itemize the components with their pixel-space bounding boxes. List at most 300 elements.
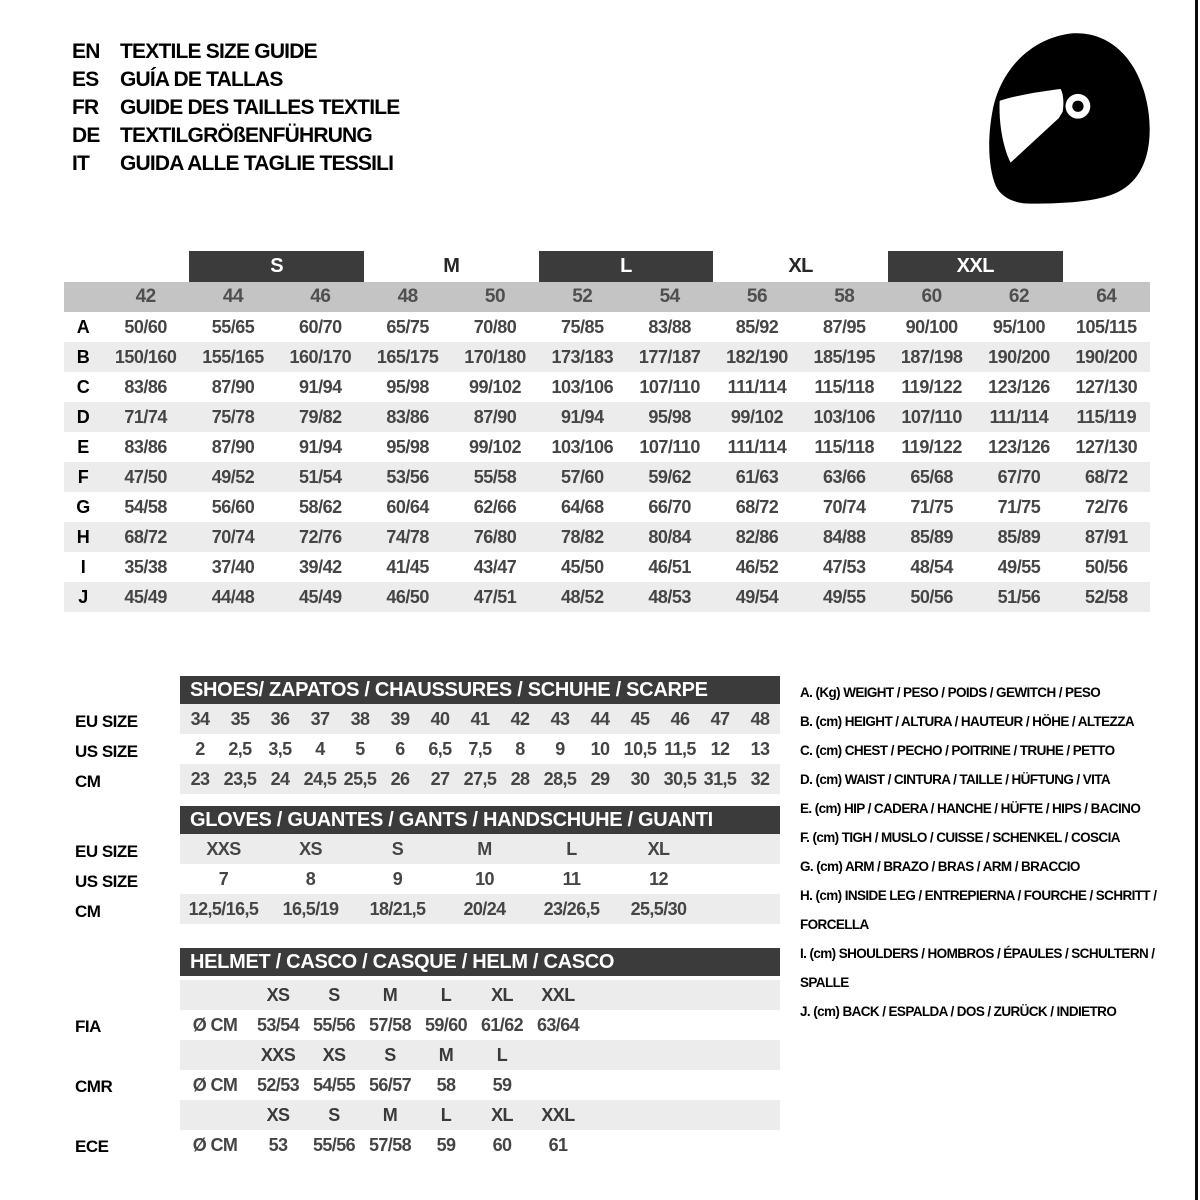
glove-eu-size: XL (615, 834, 702, 864)
language-code: DE (72, 124, 100, 147)
textile-cell: 99/102 (468, 436, 521, 457)
textile-cell: 182/190 (713, 342, 800, 372)
shoe-us-size: 9 (555, 738, 565, 759)
number-header: 48 (364, 282, 451, 312)
size-band-xl: XL (788, 255, 813, 277)
helmet-title-bar (180, 948, 780, 976)
ece-label: ECE (75, 1137, 109, 1156)
sub-table-grid (180, 834, 780, 924)
shoes-title-bar (180, 676, 780, 704)
row-letter: G (76, 496, 90, 517)
helmet-cm-value: 55/56 (312, 1134, 356, 1155)
textile-cell: 85/89 (888, 522, 975, 552)
glove-us-size: 8 (305, 868, 316, 889)
shoes-eu-size-label: EU SIZE (75, 712, 138, 731)
textile-cell: 66/70 (648, 496, 691, 517)
shoe-cm: 31,5 (700, 764, 740, 794)
textile-cell: 46/51 (648, 556, 691, 577)
textile-cell: 103/106 (551, 436, 614, 457)
textile-cell: 70/74 (823, 496, 866, 517)
textile-cell: 45/50 (561, 556, 604, 577)
size-band-spacer (1063, 251, 1150, 282)
legend-item: I. (cm) SHOULDERS / HOMBROS / ÉPAULES / SCHULTERN / SPALLE (800, 946, 1155, 990)
textile-cell: 155/165 (189, 342, 276, 372)
textile-cell: 80/84 (626, 522, 713, 552)
textile-row (64, 342, 1150, 372)
shoe-cm: 27,5 (460, 764, 500, 794)
glove-us-size: 9 (392, 868, 403, 889)
textile-cell: 85/92 (735, 316, 779, 337)
helmet-cm-value: 56/57 (368, 1074, 412, 1095)
textile-cell: 68/72 (102, 522, 189, 552)
filler-cell (586, 1040, 780, 1070)
textile-cell: 127/130 (1075, 376, 1138, 397)
row-letter: H (64, 522, 102, 552)
textile-cell: 72/76 (277, 522, 364, 552)
racing-helmet-icon (972, 28, 1162, 210)
helmet-size-header: S (306, 1100, 362, 1130)
helmet-size-header: XXL (530, 980, 586, 1010)
textile-cell: 127/130 (1075, 436, 1138, 457)
number-header: 64 (1063, 282, 1150, 312)
helmet-table (180, 980, 780, 1160)
gloves-title: GLOVES / GUANTES / GANTS / HANDSCHUHE / GUANTI (190, 809, 713, 831)
textile-cell: 95/100 (992, 316, 1045, 337)
glove-cm: 12,5/16,5 (180, 894, 267, 924)
shoe-us-size: 6,5 (428, 738, 452, 759)
helmet-size-header: XL (474, 980, 530, 1010)
language-label: GUIDA ALLE TAGLIE TESSILI (120, 152, 394, 175)
helmet-size-header (530, 1040, 586, 1070)
shoe-cm: 23,5 (220, 764, 260, 794)
textile-cell: 91/94 (299, 436, 342, 457)
diameter-label: Ø CM (192, 1074, 238, 1095)
glove-us-size: 10 (475, 868, 494, 889)
textile-cell: 95/98 (626, 402, 713, 432)
shoe-cm: 25,5 (340, 764, 380, 794)
shoe-us-size: 7,5 (468, 738, 492, 759)
textile-cell: 83/86 (124, 376, 167, 397)
textile-cell: 190/200 (975, 342, 1062, 372)
textile-cell: 68/72 (1063, 462, 1150, 492)
textile-cell: 115/119 (1063, 402, 1150, 432)
textile-cell: 107/110 (888, 402, 975, 432)
helmet-size-header: L (474, 1040, 530, 1070)
shoe-us-size: 3,5 (268, 738, 292, 759)
textile-cell: 70/74 (189, 522, 276, 552)
textile-cell: 75/78 (189, 402, 276, 432)
helmet-cm-value: 57/58 (368, 1134, 412, 1155)
shoe-cm: 30 (620, 764, 660, 794)
shoe-cm: 28,5 (540, 764, 580, 794)
textile-cell: 58/62 (299, 496, 342, 517)
legend-item: G. (cm) ARM / BRAZO / BRAS / ARM / BRACCIO (800, 859, 1080, 874)
textile-cell: 91/94 (299, 376, 342, 397)
textile-row (64, 402, 1150, 432)
helmet-cm-value: 55/56 (312, 1014, 356, 1035)
textile-cell: 67/70 (975, 462, 1062, 492)
shoe-eu-size: 45 (620, 704, 660, 734)
language-row (72, 150, 399, 178)
textile-row (64, 462, 1150, 492)
filler-cell (586, 1010, 780, 1040)
textile-cell: 99/102 (713, 402, 800, 432)
shoes-cm-label: CM (75, 772, 101, 791)
shoe-us-size: 13 (750, 738, 770, 759)
shoe-cm: 24 (260, 764, 300, 794)
helmet-cm-value: 59 (436, 1134, 456, 1155)
textile-cell: 75/85 (561, 316, 604, 337)
textile-cell: 95/98 (386, 436, 429, 457)
textile-cell: 68/72 (735, 496, 779, 517)
textile-cell: 119/122 (901, 436, 962, 457)
textile-cell: 79/82 (277, 402, 364, 432)
sub-table-grid (180, 704, 780, 794)
textile-cell: 177/187 (626, 342, 713, 372)
shoe-cm: 29 (580, 764, 620, 794)
textile-cell: 48/52 (539, 582, 626, 612)
shoe-eu-size: 46 (660, 704, 700, 734)
textile-cell: 115/118 (814, 376, 875, 397)
shoe-cm: 23 (180, 764, 220, 794)
textile-cell: 111/114 (727, 376, 787, 397)
textile-cell: 87/95 (823, 316, 866, 337)
shoe-cm: 30,5 (660, 764, 700, 794)
helmet-cm-value: 61/62 (480, 1014, 524, 1035)
textile-row (64, 432, 1150, 462)
textile-row (64, 552, 1150, 582)
textile-cell: 47/53 (823, 556, 866, 577)
language-code: IT (72, 152, 90, 175)
textile-cell: 50/56 (1085, 556, 1128, 577)
glove-eu-size: XS (267, 834, 354, 864)
language-code: FR (72, 96, 99, 119)
helmet-size-header: L (418, 980, 474, 1010)
legend-item: B. (cm) HEIGHT / ALTURA / HAUTEUR / HÖHE / ALTEZZA (800, 714, 1134, 729)
shoe-eu-size: 39 (380, 704, 420, 734)
helmet-cm-value: 53 (268, 1134, 288, 1155)
language-row (72, 38, 399, 66)
textile-cell: 85/89 (975, 522, 1062, 552)
textile-cell: 49/55 (997, 556, 1041, 577)
number-header: 46 (277, 282, 364, 312)
shoe-eu-size: 44 (580, 704, 620, 734)
textile-cell: 150/160 (102, 342, 189, 372)
helmet-cm-value: 59/60 (424, 1014, 468, 1035)
language-list (72, 38, 399, 178)
textile-size-table (64, 251, 1150, 612)
helmet-size-header: XL (474, 1100, 530, 1130)
shoe-us-size: 2,5 (228, 738, 252, 759)
legend-item: A. (Kg) WEIGHT / PESO / POIDS / GEWITCH / PESO (800, 685, 1101, 700)
textile-cell: 123/126 (988, 436, 1050, 457)
textile-cell: 49/55 (801, 582, 888, 612)
diameter-label: Ø CM (192, 1014, 238, 1035)
glove-us-size: 12 (649, 868, 668, 889)
glove-us-size: 11 (562, 868, 581, 889)
textile-cell: 49/54 (713, 582, 800, 612)
textile-cell: 103/106 (801, 402, 888, 432)
size-band-l: L (539, 251, 714, 282)
shoe-eu-size: 37 (300, 704, 340, 734)
number-header: 58 (801, 282, 888, 312)
textile-cell: 187/198 (888, 342, 975, 372)
textile-cell: 54/58 (124, 496, 167, 517)
shoe-us-size: 11,5 (664, 738, 696, 759)
textile-cell: 165/175 (364, 342, 451, 372)
gloves-table (180, 834, 780, 924)
row-letter: I (80, 556, 86, 577)
language-label: TEXTILE SIZE GUIDE (120, 40, 317, 63)
shoe-cm: 28 (500, 764, 540, 794)
textile-cell: 51/56 (975, 582, 1062, 612)
shoes-table (180, 704, 780, 794)
textile-cell: 56/60 (211, 496, 255, 517)
helmet-cm-value: 52/53 (256, 1074, 300, 1095)
gloves-us-size-label: US SIZE (75, 872, 138, 891)
textile-cell: 51/54 (277, 462, 364, 492)
textile-cell: 87/90 (211, 436, 255, 457)
number-header: 44 (189, 282, 276, 312)
textile-cell: 71/75 (910, 496, 953, 517)
textile-cell: 64/68 (561, 496, 604, 517)
glove-eu-size: S (354, 834, 441, 864)
textile-cell: 107/110 (639, 436, 700, 457)
filler-cell (586, 1100, 780, 1130)
textile-cell: 70/80 (473, 316, 517, 337)
legend-item: F. (cm) TIGH / MUSLO / CUISSE / SCHENKEL / COSCIA (800, 830, 1120, 845)
helmet-cm-value: 53/54 (256, 1014, 300, 1035)
glove-cm: 18/21,5 (354, 894, 441, 924)
textile-cell: 83/88 (648, 316, 691, 337)
shoe-eu-size: 35 (220, 704, 260, 734)
helmet-cm-value: 54/55 (312, 1074, 356, 1095)
textile-cell: 107/110 (639, 376, 700, 397)
row-letter: C (76, 376, 90, 397)
size-band-spacer (64, 251, 189, 282)
shoe-us-size: 10,5 (623, 738, 657, 759)
glove-cm: 16,5/19 (267, 894, 354, 924)
language-code: EN (72, 40, 100, 63)
shoe-cm: 26 (380, 764, 420, 794)
gloves-title-bar (180, 806, 780, 834)
textile-cell: 39/42 (299, 556, 342, 577)
textile-cell: 65/68 (888, 462, 975, 492)
row-letter: E (77, 436, 89, 457)
size-band-s: S (189, 251, 364, 282)
textile-cell: 84/88 (801, 522, 888, 552)
textile-cell: 60/70 (299, 316, 342, 337)
textile-cell: 59/62 (626, 462, 713, 492)
filler-cell (702, 894, 780, 924)
shoe-eu-size: 47 (700, 704, 740, 734)
textile-cell: 41/45 (386, 556, 429, 577)
shoe-us-size: 5 (355, 738, 365, 759)
language-label: GUÍA DE TALLAS (120, 68, 283, 91)
textile-cell: 99/102 (468, 376, 521, 397)
textile-cell: 87/91 (1063, 522, 1150, 552)
textile-cell: 111/114 (727, 436, 787, 457)
helmet-size-header: XS (306, 1040, 362, 1070)
helmet-cm-value: 60 (492, 1134, 512, 1155)
language-label: GUIDE DES TAILLES TEXTILE (120, 96, 400, 119)
textile-cell: 115/118 (814, 436, 875, 457)
textile-cell: 55/65 (211, 316, 255, 337)
textile-cell: 185/195 (801, 342, 888, 372)
number-header: 56 (713, 282, 800, 312)
number-header: 62 (975, 282, 1062, 312)
textile-cell: 53/56 (364, 462, 451, 492)
helmet-size-spacer (180, 980, 250, 1010)
textile-cell: 83/86 (364, 402, 451, 432)
filler-cell (702, 864, 780, 894)
textile-cell: 160/170 (277, 342, 364, 372)
size-band-xxl: XXL (888, 251, 1063, 282)
shoes-us-size-label: US SIZE (75, 742, 138, 761)
glove-cm: 25,5/30 (615, 894, 702, 924)
textile-cell: 90/100 (905, 316, 958, 337)
shoe-eu-size: 38 (340, 704, 380, 734)
helmet-size-header: XS (250, 1100, 306, 1130)
textile-cell: 50/56 (888, 582, 975, 612)
gloves-eu-size-label: EU SIZE (75, 842, 138, 861)
shoe-cm: 32 (740, 764, 780, 794)
helmet-cm-value (530, 1070, 586, 1100)
helmet-cm-value: 61 (548, 1134, 568, 1155)
textile-cell: 71/75 (997, 496, 1041, 517)
row-letter: D (64, 402, 102, 432)
textile-cell: 111/114 (975, 402, 1062, 432)
textile-cell: 95/98 (386, 376, 429, 397)
textile-cell: 103/106 (551, 376, 614, 397)
language-row (72, 94, 399, 122)
helmet-cm-value: 58 (436, 1074, 456, 1095)
helmet-cm-value: 57/58 (368, 1014, 412, 1035)
language-row (72, 66, 399, 94)
textile-cell: 61/63 (713, 462, 800, 492)
helmet-size-spacer (180, 1040, 250, 1070)
helmet-table-grid (180, 980, 780, 1160)
textile-cell: 83/86 (124, 436, 167, 457)
textile-cell: 119/122 (901, 376, 962, 397)
textile-cell: 43/47 (473, 556, 517, 577)
language-row (72, 122, 399, 150)
textile-cell: 91/94 (539, 402, 626, 432)
textile-cell: 37/40 (211, 556, 255, 577)
shoe-us-size: 6 (395, 738, 405, 759)
glove-cm: 23/26,5 (528, 894, 615, 924)
diameter-label: Ø CM (192, 1134, 238, 1155)
helmet-size-header: XXS (250, 1040, 306, 1070)
shoe-eu-size: 40 (420, 704, 460, 734)
helmet-size-header: XXL (530, 1100, 586, 1130)
glove-us-size: 7 (218, 868, 229, 889)
textile-cell: 60/64 (386, 496, 429, 517)
helmet-size-header: M (362, 1100, 418, 1130)
textile-cell: 170/180 (451, 342, 538, 372)
textile-table-grid (64, 251, 1150, 612)
textile-cell: 190/200 (1063, 342, 1150, 372)
textile-cell: 48/54 (910, 556, 953, 577)
filler-cell (586, 1070, 780, 1100)
helmet-cm-value: 63/64 (536, 1014, 580, 1035)
textile-row (64, 312, 1150, 342)
textile-cell: 52/58 (1063, 582, 1150, 612)
textile-cell: 76/80 (451, 522, 538, 552)
number-header-spacer (64, 282, 102, 312)
textile-cell: 87/90 (211, 376, 255, 397)
textile-cell: 45/49 (102, 582, 189, 612)
fia-label: FIA (75, 1017, 101, 1036)
textile-cell: 105/115 (1076, 316, 1137, 337)
textile-cell: 46/50 (364, 582, 451, 612)
textile-cell: 82/86 (713, 522, 800, 552)
number-header: 52 (539, 282, 626, 312)
textile-cell: 123/126 (988, 376, 1050, 397)
helmet-size-header: L (418, 1100, 474, 1130)
right-edge-line (1195, 0, 1198, 1200)
shoe-eu-size: 36 (260, 704, 300, 734)
textile-cell: 57/60 (539, 462, 626, 492)
textile-row (64, 582, 1150, 612)
shoe-eu-size: 48 (740, 704, 780, 734)
textile-cell: 173/183 (539, 342, 626, 372)
textile-cell: 55/58 (451, 462, 538, 492)
shoe-us-size: 2 (195, 738, 205, 759)
shoe-cm: 24,5 (300, 764, 340, 794)
shoe-cm: 27 (420, 764, 460, 794)
legend-item: J. (cm) BACK / ESPALDA / DOS / ZURÜCK / INDIETRO (800, 1004, 1117, 1019)
helmet-size-header: XS (250, 980, 306, 1010)
number-header: 54 (626, 282, 713, 312)
shoe-eu-size: 43 (540, 704, 580, 734)
legend-item: C. (cm) CHEST / PECHO / POITRINE / TRUHE / PETTO (800, 743, 1115, 758)
textile-cell: 74/78 (364, 522, 451, 552)
textile-cell: 72/76 (1085, 496, 1128, 517)
textile-cell: 49/52 (189, 462, 276, 492)
legend-item: D. (cm) WAIST / CINTURA / TAILLE / HÜFTUNG / VITA (800, 772, 1111, 787)
textile-cell: 62/66 (473, 496, 517, 517)
row-letter: F (64, 462, 102, 492)
cmr-label: CMR (75, 1077, 113, 1096)
shoe-us-size: 4 (315, 738, 325, 759)
textile-cell: 46/52 (735, 556, 779, 577)
shoe-us-size: 10 (590, 738, 610, 759)
textile-cell: 48/53 (626, 582, 713, 612)
glove-eu-size: L (528, 834, 615, 864)
textile-cell: 87/90 (451, 402, 538, 432)
helmet-size-header: S (362, 1040, 418, 1070)
filler-cell (702, 834, 780, 864)
helmet-size-header: S (306, 980, 362, 1010)
shoe-us-size: 12 (710, 738, 730, 759)
textile-cell: 78/82 (539, 522, 626, 552)
language-code: ES (72, 68, 99, 91)
textile-cell: 47/51 (451, 582, 538, 612)
shoe-eu-size: 34 (180, 704, 220, 734)
legend-item: E. (cm) HIP / CADERA / HANCHE / HÜFTE / HIPS / BACINO (800, 801, 1141, 816)
shoes-title: SHOES/ ZAPATOS / CHAUSSURES / SCHUHE / SCARPE (190, 679, 708, 701)
filler-cell (586, 980, 780, 1010)
textile-row (64, 522, 1150, 552)
shoe-eu-size: 41 (460, 704, 500, 734)
textile-cell: 65/75 (386, 316, 429, 337)
shoe-us-size: 8 (515, 738, 525, 759)
textile-row (64, 372, 1150, 402)
glove-eu-size: M (441, 834, 528, 864)
language-label: TEXTILGRÖßENFÜHRUNG (120, 124, 372, 147)
helmet-size-header: M (418, 1040, 474, 1070)
